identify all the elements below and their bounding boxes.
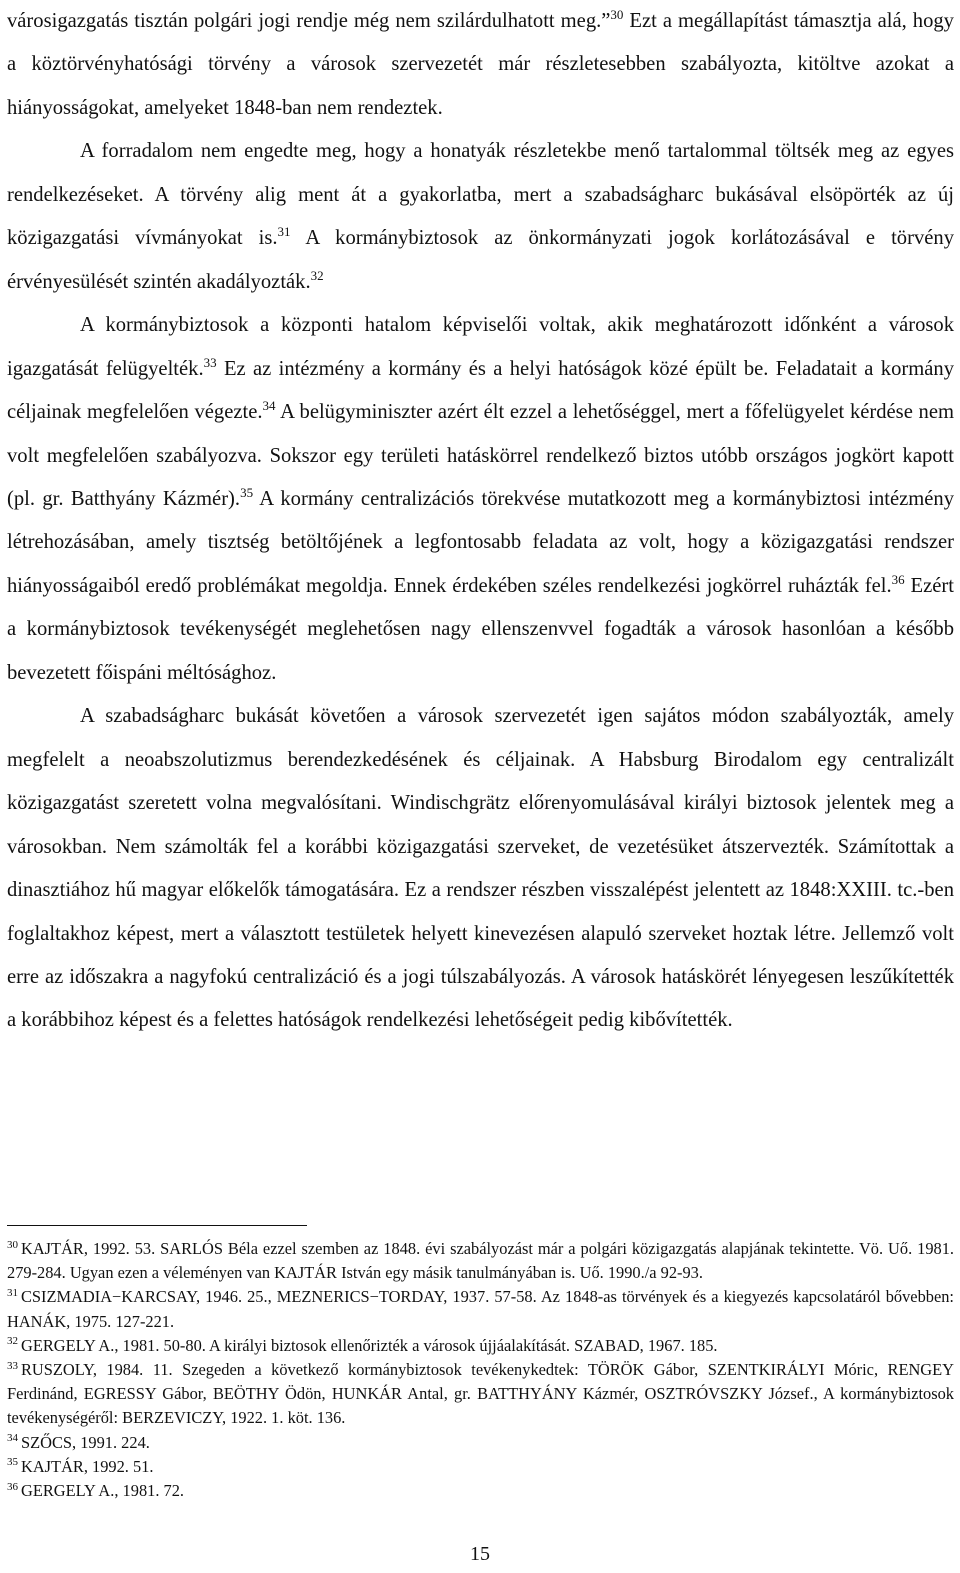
text-run: Ezt a megállapítást támasztja alá, hogy a köztörvényhatósági törvény a városok szervezetét már részletesebben szabályozta, kitöltve azokat a hiányosságokat, amelyeket 1848-ban nem rendeztek.	[7, 10, 954, 119]
footnote-reference[interactable]: 34	[262, 398, 276, 414]
footnote-text: CSIZMADIA−KARCSAY, 1946. 25., MEZNERICS−TORDAY, 1937. 57-58. Az 1848-as törvények és a kiegyezés kapcsolatáról bővebben: HANÁK, 1975. 127-221.	[7, 1287, 954, 1331]
footnote-reference[interactable]: 36	[891, 572, 905, 588]
paragraph	[7, 130, 954, 304]
footnote-reference[interactable]: 31	[277, 224, 291, 240]
footnote-number: 33	[7, 1359, 18, 1372]
paragraph	[7, 695, 954, 1043]
body-text	[7, 0, 954, 1043]
text-run: A forradalom nem engedte meg, hogy a honatyák részletekbe menő tartalommal töltsék meg az egyes rendelkezéseket. A törvény alig ment át a gyakorlatba, mert a szabadságharc bukásával elsöpörték az új közigazgatási vívmányokat is.	[7, 140, 954, 250]
paragraph	[7, 304, 954, 695]
footnote-text: KAJTÁR, 1992. 53. SARLÓS Béla ezzel szemben az 1848. évi szabályozást már a polgári közigazgatás alapjának tekintette. Vö. Uő. 1981. 279-284. Ugyan ezen a véleményen van KAJTÁR István egy másik tanulmányában is. Uő. 1990./a 92-93.	[7, 1239, 954, 1283]
footnote	[7, 1237, 954, 1285]
footnote-number: 36	[7, 1480, 18, 1493]
footnote-reference[interactable]: 33	[203, 354, 217, 370]
footnote	[7, 1479, 954, 1503]
footnotes	[7, 1237, 954, 1503]
text-run: A belügyminiszter azért élt ezzel a lehetőséggel, mert a főfelügyelet kérdése nem volt megfelelően szabályozva. Sokszor egy területi hatáskörrel rendelkező biztos utóbb országos jogkört kapott (pl. gr. Batthyány Kázmér).	[7, 401, 954, 510]
footnote	[7, 1285, 954, 1333]
paragraph	[7, 0, 954, 130]
footnote-reference[interactable]: 35	[240, 485, 254, 501]
footnote	[7, 1334, 954, 1358]
footnote-text: KAJTÁR, 1992. 51.	[21, 1456, 154, 1476]
text-run: Ez az intézmény a kormány és a helyi hatóságok közé épült be. Feladatait a kormány céljainak megfelelően végezte.	[7, 357, 954, 424]
text-run: A kormánybiztosok a központi hatalom képviselői voltak, akik meghatározott időnként a városok igazgatását felügyelték.	[7, 314, 954, 380]
text-run: A kormánybiztosok az önkormányzati jogok korlátozásával e törvény érvényesülését szintén akadályozták.	[7, 227, 954, 293]
footnote-number: 32	[7, 1335, 18, 1348]
footnote-text: SZŐCS, 1991. 224.	[21, 1432, 150, 1452]
text-run: A kormány centralizációs törekvése mutatkozott meg a kormánybiztosi intézmény létrehozásában, amely tisztség betöltőjének a legfontosabb feladata az volt, hogy a közigazgatási rendszer hiányosságaiból eredő problémákat megoldja. Ennek érdekében széles rendelkezési jogkörrel ruházták fel.	[7, 487, 954, 597]
footnote	[7, 1455, 954, 1479]
footnote-number: 35	[7, 1456, 18, 1469]
page-number: 15	[470, 1543, 490, 1565]
footnote-text: GERGELY A., 1981. 72.	[21, 1481, 185, 1501]
text-run: városigazgatás tisztán polgári jogi rendje még nem szilárdulhatott meg.”	[7, 10, 611, 32]
footnote-number: 34	[7, 1432, 18, 1445]
footnote-separator	[7, 1225, 307, 1226]
footnote-text: RUSZOLY, 1984. 11. Szegeden a következő kormánybiztosok tevékenykedtek: TÖRÖK Gábor, SZENTKIRÁLYI Móric, RENGEY Ferdinánd, EGRESSY Gábor, BEÖTHY Ödön, HUNKÁR Antal, gr. BATTHYÁNY Kázmér, OSZTRÓVSZKY József., A kormánybiztosok tevékenységéről: BERZEVICZY, 1922. 1. köt. 136.	[7, 1360, 954, 1428]
footnote-reference[interactable]: 32	[310, 267, 324, 283]
text-run: Ezért a kormánybiztosok tevékenységét meglehetősen nagy ellenszenvvel fogadták a városok hasonlóan a később bevezetett főispáni méltósághoz.	[7, 574, 954, 684]
footnote-number: 30	[7, 1238, 18, 1251]
footnote	[7, 1431, 954, 1455]
footnote-number: 31	[7, 1286, 18, 1299]
footnote-text: GERGELY A., 1981. 50-80. A királyi biztosok ellenőrizték a városok újjáalakítását. SZABAD, 1967. 185.	[21, 1335, 718, 1355]
text-run: A szabadságharc bukását követően a városok szervezetét igen sajátos módon szabályozták, amely megfelelt a neoabszolutizmus berendezkedésének és céljainak. A Habsburg Birodalom egy centralizált közigazgatást szeretett volna megvalósítani. Windischgrätz előrenyomulásával királyi biztosok jelentek meg a városokban. Nem számolták fel a korábbi közigazgatási szerveket, de vezetésüket átszervezték. Számítottak a dinasztiához hű magyar előkelők támogatására. Ez a rendszer részben visszalépést jelentett az 1848:XXIII. tc.-ben foglaltakhoz képest, mert a választott testületek helyett kinevezésen alapuló szerveket hoztak létre. Jellemző volt erre az időszakra a nagyfokú centralizáció és a jogi túlszabályozás. A városok hatáskörét lényegesen leszűkítették a korábbihoz képest és a felettes hatóságok rendelkezési lehetőségeit pedig kibővítették.	[7, 705, 954, 1032]
footnote	[7, 1358, 954, 1431]
footnote-reference[interactable]: 30	[610, 7, 624, 23]
